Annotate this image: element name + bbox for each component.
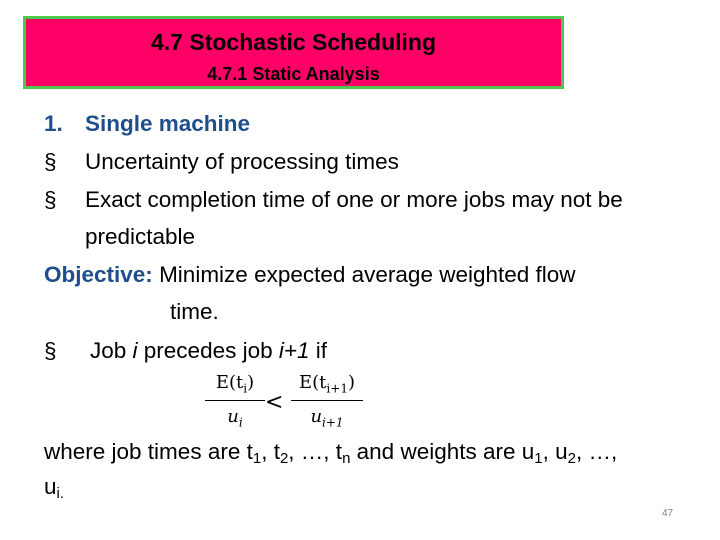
item-number: 1. bbox=[44, 111, 63, 136]
left-denominator: $u_i$ bbox=[227, 405, 243, 430]
numbered-item-1 bbox=[44, 111, 251, 136]
bullet-text: Uncertainty of processing times bbox=[85, 149, 399, 174]
fraction-bar bbox=[291, 400, 363, 401]
left-fraction bbox=[205, 372, 265, 429]
slide-title: 4.7 Stochastic Scheduling bbox=[150, 29, 437, 55]
bullet-marker: § bbox=[44, 338, 57, 363]
bullet-completion-time bbox=[44, 187, 623, 212]
where-line-2: $u_{i.}$ bbox=[44, 474, 65, 502]
objective-text: Minimize expected average weighted flow bbox=[159, 262, 576, 287]
precedence-formula bbox=[205, 372, 365, 438]
right-numerator: $E(t_{i+1})$ bbox=[299, 372, 355, 396]
right-denominator: $u_{i+1}$ bbox=[310, 405, 344, 430]
objective-line bbox=[44, 264, 576, 287]
bullet-precedes bbox=[44, 338, 328, 363]
right-fraction bbox=[291, 372, 363, 429]
bullet-text: Job i precedes job i+1 if bbox=[90, 338, 328, 363]
left-numerator: $E(t_i)$ bbox=[215, 372, 255, 396]
fraction-bar bbox=[205, 400, 265, 401]
where-line: where job times are $t_1$, $t_2$, …, $t_n$ and weights are $u_1$, $u_2$, …, bbox=[44, 439, 618, 467]
slide-subtitle: 4.7.1 Static Analysis bbox=[207, 64, 380, 84]
bullet-text-line2: predictable bbox=[85, 224, 196, 249]
bullet-uncertainty bbox=[44, 149, 399, 174]
item-text: Single machine bbox=[85, 111, 251, 136]
less-than-symbol: < bbox=[265, 390, 284, 415]
page-number: 47 bbox=[662, 508, 674, 519]
slide-title-box bbox=[23, 16, 564, 89]
objective-text-line2: time. bbox=[170, 299, 219, 324]
bullet-marker: § bbox=[44, 149, 57, 174]
objective-label: Objective: bbox=[44, 262, 153, 287]
bullet-marker: § bbox=[44, 187, 57, 212]
bullet-text-line1: Exact completion time of one or more jobs may not be bbox=[85, 187, 623, 212]
